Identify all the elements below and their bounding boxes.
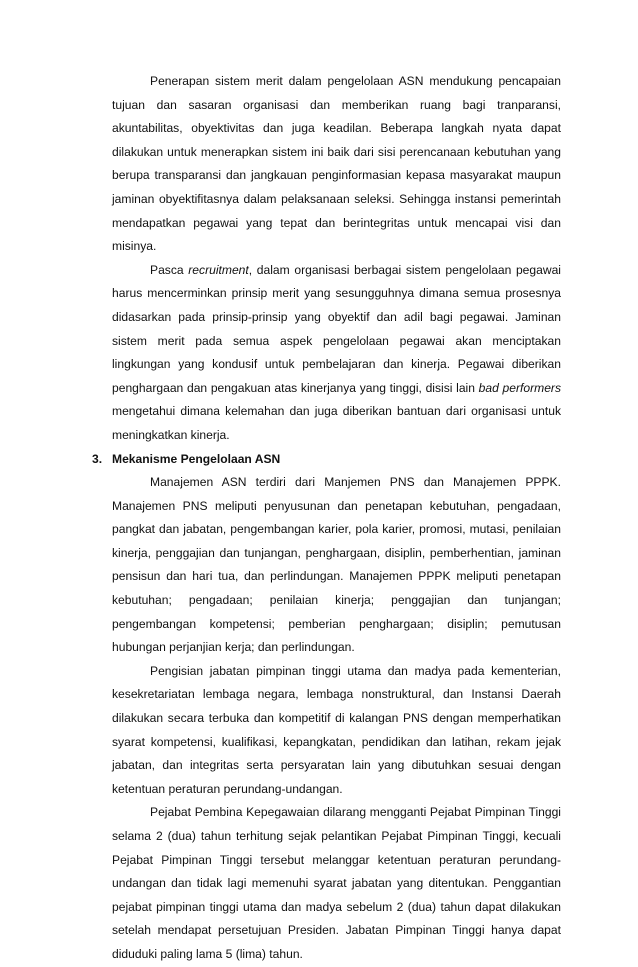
document-page xyxy=(92,70,562,967)
paragraph-position-filling: Pengisian jabatan pimpinan tinggi utama dan madya pada kementerian, kesekretariatan lembaga negara, lembaga nonstruktural, dan Instansi Daerah dilakukan secara terbuka dan kompetitif di kalangan PNS dengan memperhatikan syarat kompetensi, kualifikasi, kepangkatan, pendidikan dan latihan, rekam jejak jabatan, dan integritas serta persyaratan lain yang dibutuhkan sesuai dengan ketentuan peraturan perundang-undangan. xyxy=(112,663,561,796)
italic-term-bad-performers: bad performers xyxy=(478,380,562,395)
italic-term-recruitment: recruitment xyxy=(188,262,249,277)
text-run: Pasca xyxy=(150,262,189,277)
paragraph-merit-system: Penerapan sistem merit dalam pengelolaan ASN mendukung pencapaian tujuan dan sasaran organisasi dan memberikan ruang bagi tranparansi, akuntabilitas, obyektivitas dan juga keadilan. Beberapa langkah nyata dapat dilakukan untuk menerapkan sistem ini baik dari sisi perencanaan kebutuhan yang berupa transparansi dan jangkauan penginformasian kepasa masyarakat maupun jaminan obyektifitasnya dalam pelaksanaan seleksi. Sehingga instansi pemerintah mendapatkan pegawai yang tepat dan berintegritas untuk mencapai visi dan misinya. xyxy=(112,74,561,254)
section-title: Mekanisme Pengelolaan ASN xyxy=(112,451,281,466)
section-heading xyxy=(92,448,561,472)
section-number: 3. xyxy=(92,451,103,466)
text-run: , dalam organisasi berbagai sistem pengelolaan pegawai harus mencerminkan prinsip merit yang sesungguhnya dimana semua prosesnya didasarkan pada prinsip-prinsip yang obyektif dan adil bagi pegawai. Jaminan sistem merit pada semua aspek pengelolaan pegawai akan menciptakan lingkungan yang kondusif untuk pembelajaran dan kinerja. Pegawai diberikan penghargaan dan pengakuan atas kinerjanya yang tinggi, disisi lain xyxy=(112,262,561,395)
paragraph-official-replacement: Pejabat Pembina Kepegawaian dilarang mengganti Pejabat Pimpinan Tinggi selama 2 (dua) tahun terhitung sejak pelantikan Pejabat Pimpinan Tinggi, kecuali Pejabat Pimpinan Tinggi tersebut melanggar ketentuan peraturan perundang-undangan dan tidak lagi memenuhi syarat jabatan yang ditentukan. Penggantian pejabat pimpinan tinggi utama dan madya sebelum 2 (dua) tahun dapat dilakukan setelah mendapat persetujuan Presiden. Jabatan Pimpinan Tinggi hanya dapat diduduki paling lama 5 (lima) tahun. xyxy=(112,805,561,961)
paragraph-asn-management: Manajemen ASN terdiri dari Manjemen PNS dan Manajemen PPPK. Manajemen PNS meliputi penyusunan dan penetapan kebutuhan, pengadaan, pangkat dan jabatan, pengembangan karier, pola karier, promosi, mutasi, penilaian kinerja, penggajian dan tunjangan, penghargaan, disiplin, pemberhentian, jaminan pensisun dan hari tua, dan perlindungan. Manajemen PPPK meliputi penetapan kebutuhan; pengadaan; penilaian kinerja; penggajian dan tunjangan; pengembangan kompetensi; pemberian penghargaan; disiplin; pemutusan hubungan perjanjian kerja; dan perlindungan. xyxy=(112,475,561,655)
paragraph-post-recruitment xyxy=(112,259,561,448)
text-run: mengetahui dimana kelemahan dan juga diberikan bantuan dari organisasi untuk meningkatkan kinerja. xyxy=(112,404,561,442)
